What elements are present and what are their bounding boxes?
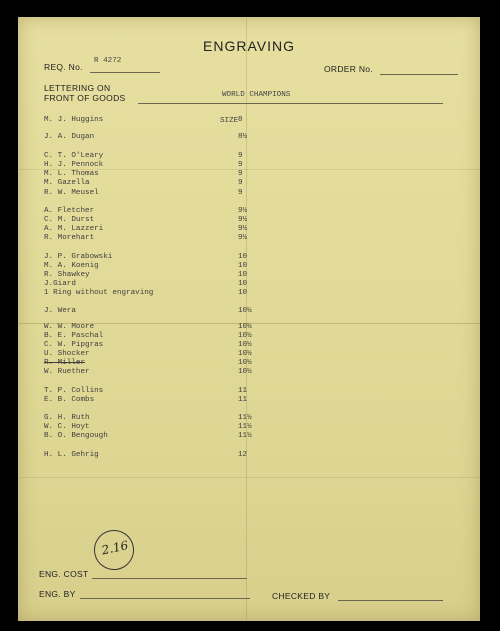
fold-line-vertical [246, 17, 247, 621]
entry-size: 11 [238, 387, 248, 395]
form-title: ENGRAVING [203, 38, 295, 54]
entry-name: J. A. Dugan [44, 133, 95, 141]
entry-size: 10 [238, 262, 248, 270]
entry-size: 11½ [238, 414, 252, 422]
entry-name: C. M. Durst [44, 216, 95, 224]
order-no-line [380, 74, 458, 75]
entry-size: 11½ [238, 423, 252, 431]
checked-by-label: CHECKED BY [272, 591, 331, 601]
entry-name: J. Wera [44, 307, 76, 315]
entry-name: W. Ruether [44, 368, 90, 376]
entry-size: 10½ [238, 359, 252, 367]
eng-by-line [80, 598, 250, 599]
entry-name: R. Shawkey [44, 271, 90, 279]
entry-name: M. Gazella [44, 179, 90, 187]
lettering-label-line2: FRONT OF GOODS [44, 93, 126, 103]
entry-name: H. L. Gehrig [44, 451, 99, 459]
entry-size: 8 [238, 116, 243, 124]
entry-size: 10 [238, 253, 248, 261]
entry-size: 12 [238, 451, 248, 459]
entry-name: C. W. Pipgras [44, 341, 104, 349]
entry-size: 10 [238, 280, 248, 288]
entry-size: 9½ [238, 216, 248, 224]
entry-size: 10½ [238, 368, 252, 376]
entry-name: R. W. Meusel [44, 189, 99, 197]
entry-size: 9 [238, 170, 243, 178]
eng-by-label: ENG. BY [39, 589, 76, 599]
entry-name: M. J. Huggins [44, 116, 104, 124]
entry-size: 10½ [238, 332, 252, 340]
entry-name: B. O. Bengough [44, 432, 108, 440]
entry-name: T. P. Collins [44, 387, 104, 395]
lettering-line [138, 103, 443, 104]
entry-size: 9 [238, 189, 243, 197]
engraving-form [18, 17, 480, 621]
order-no-label: ORDER No. [324, 64, 373, 74]
entry-size: 10½ [238, 350, 252, 358]
eng-cost-label: ENG. COST [39, 569, 89, 579]
entry-size: 9½ [238, 207, 248, 215]
eng-cost-line [92, 578, 247, 579]
entry-name: R. Morehart [44, 234, 95, 242]
lettering-label-line1: LETTERING ON [44, 83, 111, 93]
entry-size: 11½ [238, 432, 252, 440]
req-no-value: R 4272 [94, 57, 122, 65]
entry-name: M. L. Thomas [44, 170, 99, 178]
entry-name: C. T. O'Leary [44, 152, 104, 160]
entry-size: 9½ [238, 225, 248, 233]
fold-line-lower [18, 477, 480, 478]
entry-size: 9 [238, 179, 243, 187]
size-header: SIZE [220, 117, 239, 125]
entry-size: 10½ [238, 341, 252, 349]
entry-size: 8½ [238, 133, 248, 141]
entry-name: A. M. Lazzeri [44, 225, 104, 233]
entry-name: E. B. Combs [44, 396, 95, 404]
eng-cost-value: 2.16 [100, 538, 130, 558]
entry-name: R. Miller [44, 359, 86, 367]
entry-size: 10½ [238, 323, 252, 331]
entry-name: W. W. Moore [44, 323, 95, 331]
entry-name: H. J. Pennock [44, 161, 104, 169]
entry-name: 1 Ring without engraving [44, 289, 154, 297]
entry-name: J.Giard [44, 280, 76, 288]
entry-name: W. C. Hoyt [44, 423, 90, 431]
entry-name: M. A. Koenig [44, 262, 99, 270]
req-no-label: REQ. No. [44, 62, 83, 72]
entry-size: 9½ [238, 234, 248, 242]
entry-size: 11 [238, 396, 248, 404]
cost-circle [90, 526, 137, 573]
req-no-line [90, 72, 160, 73]
entry-size: 10 [238, 289, 248, 297]
checked-by-line [338, 600, 443, 601]
entry-name: U. Shocker [44, 350, 90, 358]
entry-size: 9 [238, 161, 243, 169]
entry-size: 9 [238, 152, 243, 160]
entry-name: B. E. Paschal [44, 332, 104, 340]
entry-size: 10½ [238, 307, 252, 315]
entry-name: G. H. Ruth [44, 414, 90, 422]
lettering-value: WORLD CHAMPIONS [222, 91, 291, 99]
entry-size: 10 [238, 271, 248, 279]
entry-name: A. Fletcher [44, 207, 95, 215]
entry-name: J. P. Grabowski [44, 253, 113, 261]
